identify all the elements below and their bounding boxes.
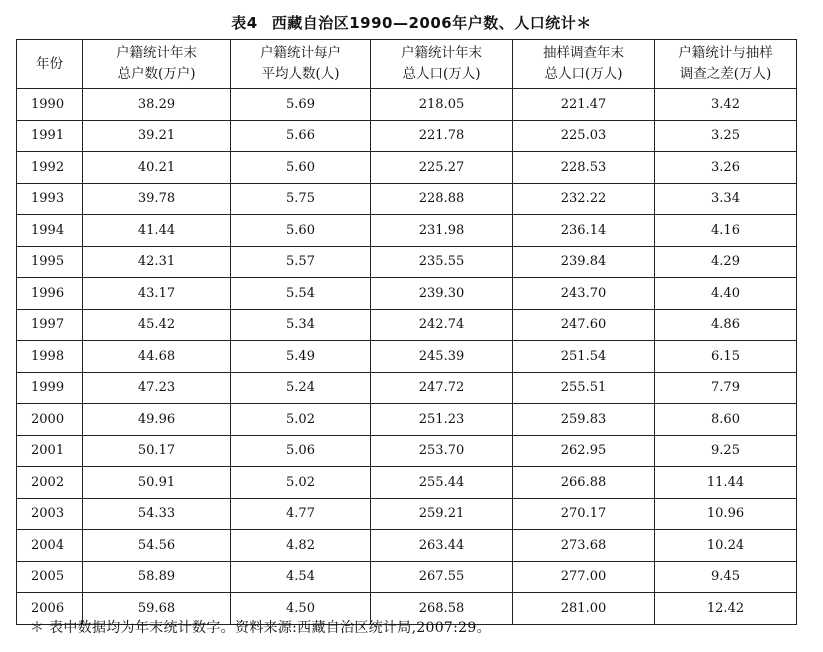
sampled-population-cell: 243.70 <box>513 278 655 310</box>
table-row <box>17 498 797 530</box>
households-cell: 43.17 <box>83 278 231 310</box>
sampled-population-cell: 247.60 <box>513 309 655 341</box>
avg-persons-cell: 5.02 <box>231 404 371 436</box>
difference-cell: 3.42 <box>655 89 797 121</box>
table-row <box>17 309 797 341</box>
registered-population-cell: 239.30 <box>371 278 513 310</box>
avg-persons-cell: 5.57 <box>231 246 371 278</box>
avg-persons-cell: 5.69 <box>231 89 371 121</box>
table-body <box>17 89 797 625</box>
registered-population-cell: 221.78 <box>371 120 513 152</box>
sampled-population-cell: 277.00 <box>513 561 655 593</box>
year-cell: 1992 <box>17 152 83 184</box>
table-row <box>17 341 797 373</box>
households-cell: 45.42 <box>83 309 231 341</box>
year-cell: 1995 <box>17 246 83 278</box>
table-row <box>17 120 797 152</box>
year-cell: 1997 <box>17 309 83 341</box>
year-cell: 1998 <box>17 341 83 373</box>
registered-population-cell: 247.72 <box>371 372 513 404</box>
year-cell: 2005 <box>17 561 83 593</box>
table-row <box>17 435 797 467</box>
avg-persons-cell: 5.60 <box>231 152 371 184</box>
households-cell: 58.89 <box>83 561 231 593</box>
households-cell: 47.23 <box>83 372 231 404</box>
households-cell: 59.68 <box>83 593 231 625</box>
households-cell: 44.68 <box>83 341 231 373</box>
header-year <box>17 40 83 89</box>
households-cell: 50.91 <box>83 467 231 499</box>
registered-population-cell: 251.23 <box>371 404 513 436</box>
difference-cell: 10.96 <box>655 498 797 530</box>
registered-population-cell: 263.44 <box>371 530 513 562</box>
table-row <box>17 561 797 593</box>
header-line: 总人口(万人) <box>402 66 481 82</box>
footnote: ＊ 表中数据均为年末统计数字。资料来源:西藏自治区统计局,2007:29。 <box>30 620 491 636</box>
header-difference <box>655 40 797 89</box>
year-cell: 2003 <box>17 498 83 530</box>
avg-persons-cell: 5.49 <box>231 341 371 373</box>
difference-cell: 3.26 <box>655 152 797 184</box>
difference-cell: 12.42 <box>655 593 797 625</box>
difference-cell: 3.34 <box>655 183 797 215</box>
sampled-population-cell: 236.14 <box>513 215 655 247</box>
header-row <box>17 40 797 89</box>
year-cell: 2000 <box>17 404 83 436</box>
sampled-population-cell: 270.17 <box>513 498 655 530</box>
table-row <box>17 372 797 404</box>
header-line: 总人口(万人) <box>544 66 623 82</box>
header-line: 调查之差(万人) <box>679 66 772 82</box>
table-row <box>17 152 797 184</box>
sampled-population-cell: 239.84 <box>513 246 655 278</box>
difference-cell: 4.16 <box>655 215 797 247</box>
year-cell: 1994 <box>17 215 83 247</box>
header-line: 户籍统计年末 <box>116 45 197 61</box>
households-cell: 41.44 <box>83 215 231 247</box>
difference-cell: 6.15 <box>655 341 797 373</box>
households-cell: 54.56 <box>83 530 231 562</box>
header-households <box>83 40 231 89</box>
registered-population-cell: 225.27 <box>371 152 513 184</box>
difference-cell: 10.24 <box>655 530 797 562</box>
sampled-population-cell: 273.68 <box>513 530 655 562</box>
difference-cell: 9.45 <box>655 561 797 593</box>
sampled-population-cell: 232.22 <box>513 183 655 215</box>
header-sampled-population <box>513 40 655 89</box>
difference-cell: 7.79 <box>655 372 797 404</box>
header-avg-persons <box>231 40 371 89</box>
avg-persons-cell: 5.60 <box>231 215 371 247</box>
registered-population-cell: 255.44 <box>371 467 513 499</box>
sampled-population-cell: 228.53 <box>513 152 655 184</box>
avg-persons-cell: 4.77 <box>231 498 371 530</box>
avg-persons-cell: 4.54 <box>231 561 371 593</box>
table-number: 表4 <box>231 14 258 32</box>
year-cell: 2001 <box>17 435 83 467</box>
table-row <box>17 467 797 499</box>
year-cell: 1999 <box>17 372 83 404</box>
avg-persons-cell: 5.24 <box>231 372 371 404</box>
registered-population-cell: 267.55 <box>371 561 513 593</box>
households-cell: 38.29 <box>83 89 231 121</box>
avg-persons-cell: 5.66 <box>231 120 371 152</box>
header-line: 户籍统计每户 <box>260 45 341 61</box>
year-cell: 1996 <box>17 278 83 310</box>
registered-population-cell: 242.74 <box>371 309 513 341</box>
households-cell: 39.78 <box>83 183 231 215</box>
table-row <box>17 89 797 121</box>
registered-population-cell: 228.88 <box>371 183 513 215</box>
table-row <box>17 278 797 310</box>
difference-cell: 9.25 <box>655 435 797 467</box>
households-cell: 49.96 <box>83 404 231 436</box>
registered-population-cell: 259.21 <box>371 498 513 530</box>
registered-population-cell: 245.39 <box>371 341 513 373</box>
avg-persons-cell: 5.02 <box>231 467 371 499</box>
population-table <box>16 39 797 625</box>
sampled-population-cell: 225.03 <box>513 120 655 152</box>
registered-population-cell: 218.05 <box>371 89 513 121</box>
table-row <box>17 246 797 278</box>
header-line: 户籍统计与抽样 <box>678 45 773 61</box>
header-line: 抽样调查年末 <box>543 45 624 61</box>
header-registered-population <box>371 40 513 89</box>
registered-population-cell: 231.98 <box>371 215 513 247</box>
avg-persons-cell: 4.50 <box>231 593 371 625</box>
registered-population-cell: 268.58 <box>371 593 513 625</box>
difference-cell: 4.40 <box>655 278 797 310</box>
year-cell: 2004 <box>17 530 83 562</box>
difference-cell: 8.60 <box>655 404 797 436</box>
avg-persons-cell: 5.06 <box>231 435 371 467</box>
households-cell: 50.17 <box>83 435 231 467</box>
difference-cell: 4.86 <box>655 309 797 341</box>
table-row <box>17 530 797 562</box>
year-cell: 1990 <box>17 89 83 121</box>
year-cell: 1993 <box>17 183 83 215</box>
table-row <box>17 183 797 215</box>
sampled-population-cell: 266.88 <box>513 467 655 499</box>
table-row <box>17 215 797 247</box>
header-line: 户籍统计年末 <box>401 45 482 61</box>
year-cell: 2002 <box>17 467 83 499</box>
year-cell: 1991 <box>17 120 83 152</box>
registered-population-cell: 253.70 <box>371 435 513 467</box>
avg-persons-cell: 5.54 <box>231 278 371 310</box>
header-line: 平均人数(人) <box>261 66 340 82</box>
sampled-population-cell: 255.51 <box>513 372 655 404</box>
difference-cell: 3.25 <box>655 120 797 152</box>
sampled-population-cell: 281.00 <box>513 593 655 625</box>
sampled-population-cell: 259.83 <box>513 404 655 436</box>
households-cell: 54.33 <box>83 498 231 530</box>
table-row <box>17 404 797 436</box>
registered-population-cell: 235.55 <box>371 246 513 278</box>
households-cell: 40.21 <box>83 152 231 184</box>
avg-persons-cell: 5.34 <box>231 309 371 341</box>
avg-persons-cell: 4.82 <box>231 530 371 562</box>
year-cell: 2006 <box>17 593 83 625</box>
households-cell: 39.21 <box>83 120 231 152</box>
table-title-text: 西藏自治区1990—2006年户数、人口统计＊ <box>271 14 592 32</box>
sampled-population-cell: 221.47 <box>513 89 655 121</box>
avg-persons-cell: 5.75 <box>231 183 371 215</box>
households-cell: 42.31 <box>83 246 231 278</box>
difference-cell: 4.29 <box>655 246 797 278</box>
table-header <box>17 40 797 89</box>
header-line: 年份 <box>36 55 63 72</box>
header-line: 总户数(万户) <box>117 66 196 82</box>
sampled-population-cell: 251.54 <box>513 341 655 373</box>
sampled-population-cell: 262.95 <box>513 435 655 467</box>
table-title <box>0 12 823 33</box>
difference-cell: 11.44 <box>655 467 797 499</box>
